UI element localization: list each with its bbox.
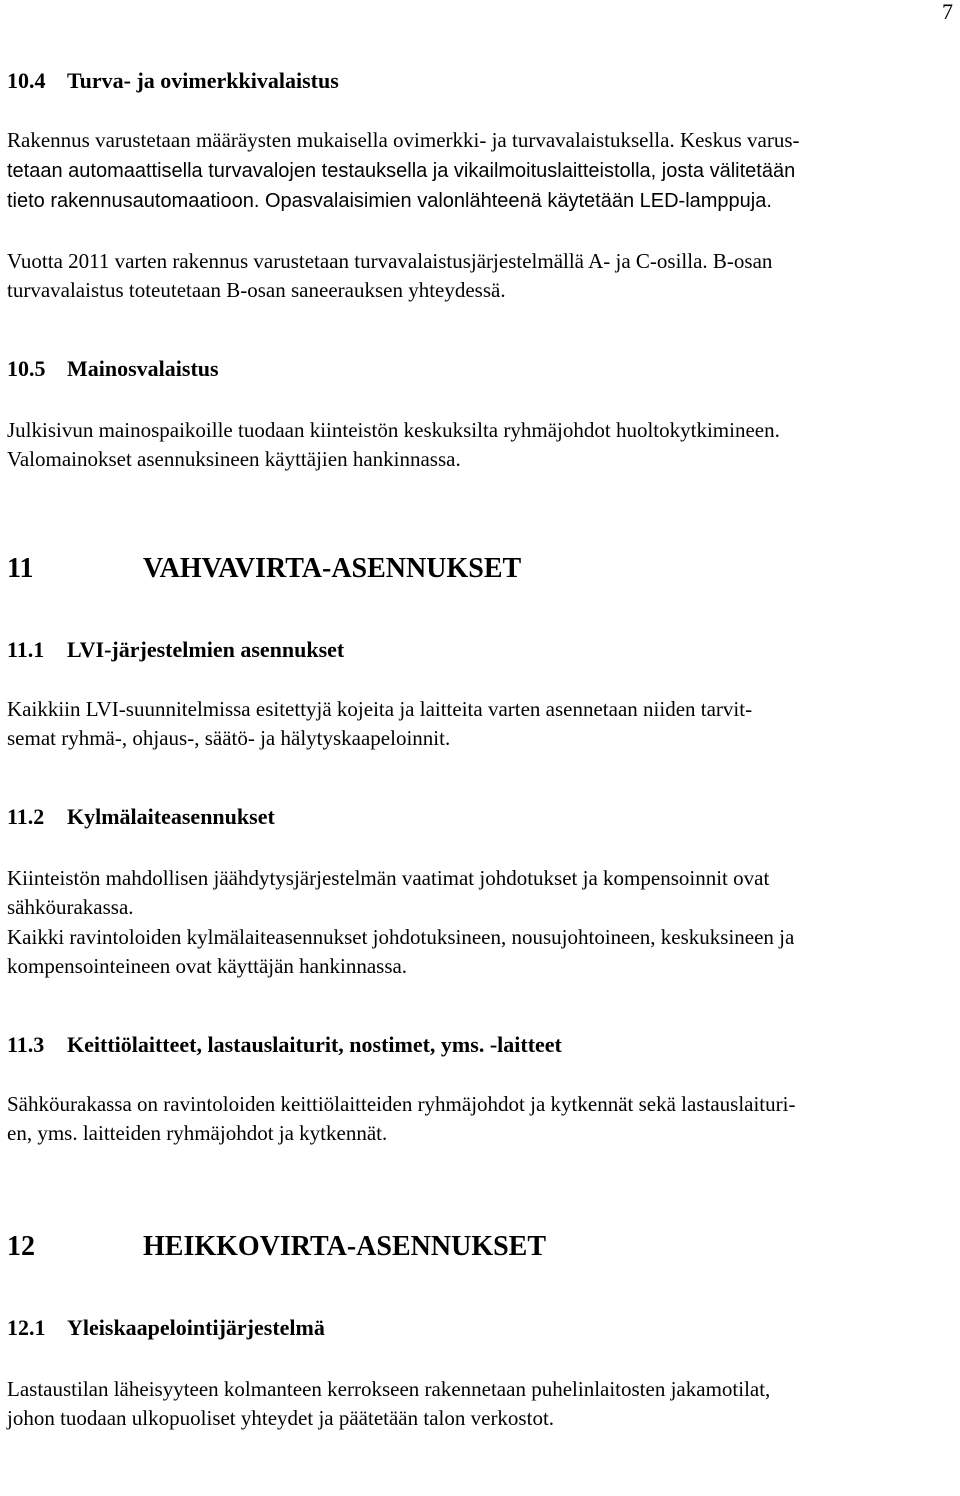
chapter-heading-12	[7, 1229, 952, 1265]
section-heading-11-3	[7, 1030, 952, 1060]
text-line: turvavalaistus toteutetaan B-osan saneerauksen yhteydessä.	[7, 278, 506, 302]
section-number: 11.1	[7, 636, 45, 662]
section-title: LVI-järjestelmien asennukset	[67, 636, 345, 662]
chapter-title: HEIKKOVIRTA-ASENNUKSET	[143, 1230, 547, 1262]
section-number: 11.3	[7, 1031, 45, 1057]
paragraph-11-3-1	[7, 1090, 952, 1149]
section-title: Mainosvalaistus	[67, 355, 219, 381]
section-heading-11-1	[7, 635, 952, 665]
section-number: 12.1	[7, 1314, 46, 1340]
document-body	[7, 66, 952, 1434]
page-number: 7	[942, 0, 953, 24]
paragraph-12-1-1	[7, 1375, 952, 1434]
chapter-title: VAHVAVIRTA-ASENNUKSET	[143, 552, 522, 584]
section-heading-10-4	[7, 66, 952, 96]
text-line: tieto rakennusautomaatioon. Opasvalaisimien valonlähteenä käytetään LED-lamppuja.	[7, 190, 772, 212]
text-line: kompensointeineen ovat käyttäjän hankinnassa.	[7, 954, 408, 978]
section-title: Yleiskaapelointijärjestelmä	[67, 1314, 325, 1340]
section-title: Kylmälaiteasennukset	[67, 803, 275, 829]
text-line: tetaan automaattisella turvavalojen testauksella ja vikailmoituslaitteistolla, josta välitetään	[7, 159, 796, 182]
chapter-number: 12	[7, 1230, 35, 1262]
text-line: johon tuodaan ulkopuoliset yhteydet ja päätetään talon verkostot.	[7, 1406, 555, 1430]
text-line: sähköurakassa.	[7, 895, 134, 919]
text-line: semat ryhmä-, ohjaus-, säätö- ja hälytyskaapeloinnit.	[7, 726, 451, 750]
section-title: Keittiölaitteet, lastauslaiturit, nostimet, yms. -laitteet	[67, 1031, 562, 1057]
text-line: Sähköurakassa on ravintoloiden keittiölaitteiden ryhmäjohdot ja kytkennät sekä lastauslaituri-	[7, 1091, 796, 1116]
text-line: Vuotta 2011 varten rakennus varustetaan turvavalaistusjärjestelmällä A- ja C-osilla. B-osan	[7, 248, 773, 273]
section-heading-10-5	[7, 354, 952, 384]
text-line: Kiinteistön mahdollisen jäähdytysjärjestelmän vaatimat johdotukset ja kompensoinnit ovat	[7, 865, 770, 890]
text-line: en, yms. laitteiden ryhmäjohdot ja kytkennät.	[7, 1121, 388, 1145]
text-line: Kaikki ravintoloiden kylmälaiteasennukset johdotuksineen, nousujohtoineen, keskuksineen ja	[7, 924, 795, 949]
section-number: 10.4	[7, 68, 46, 93]
section-heading-12-1	[7, 1313, 952, 1343]
chapter-number: 11	[7, 552, 34, 584]
paragraph-10-5-1	[7, 416, 952, 475]
paragraph-11-2-1	[7, 864, 952, 982]
chapter-heading-11	[7, 551, 952, 587]
text-line: Julkisivun mainospaikoille tuodaan kiinteistön keskuksilta ryhmäjohdot huoltokytkimineen.	[7, 417, 780, 442]
section-number: 10.5	[7, 355, 46, 381]
text-line: Valomainokset asennuksineen käyttäjien hankinnassa.	[7, 447, 461, 471]
section-title: Turva- ja ovimerkkivalaistus	[67, 68, 339, 93]
text-line: Rakennus varustetaan määräysten mukaisella ovimerkki- ja turvavalaistuksella. Keskus varus-	[7, 128, 800, 152]
paragraph-10-4-1	[7, 126, 952, 217]
section-number: 11.2	[7, 803, 45, 829]
paragraph-11-1-1	[7, 695, 952, 754]
text-line: Lastaustilan läheisyyteen kolmanteen kerrokseen rakennetaan puhelinlaitosten jakamotilat,	[7, 1376, 771, 1401]
text-line: Kaikkiin LVI-suunnitelmissa esitettyjä kojeita ja laitteita varten asennetaan niiden tarvit-	[7, 696, 753, 721]
section-heading-11-2	[7, 802, 952, 832]
paragraph-10-4-2	[7, 247, 952, 306]
